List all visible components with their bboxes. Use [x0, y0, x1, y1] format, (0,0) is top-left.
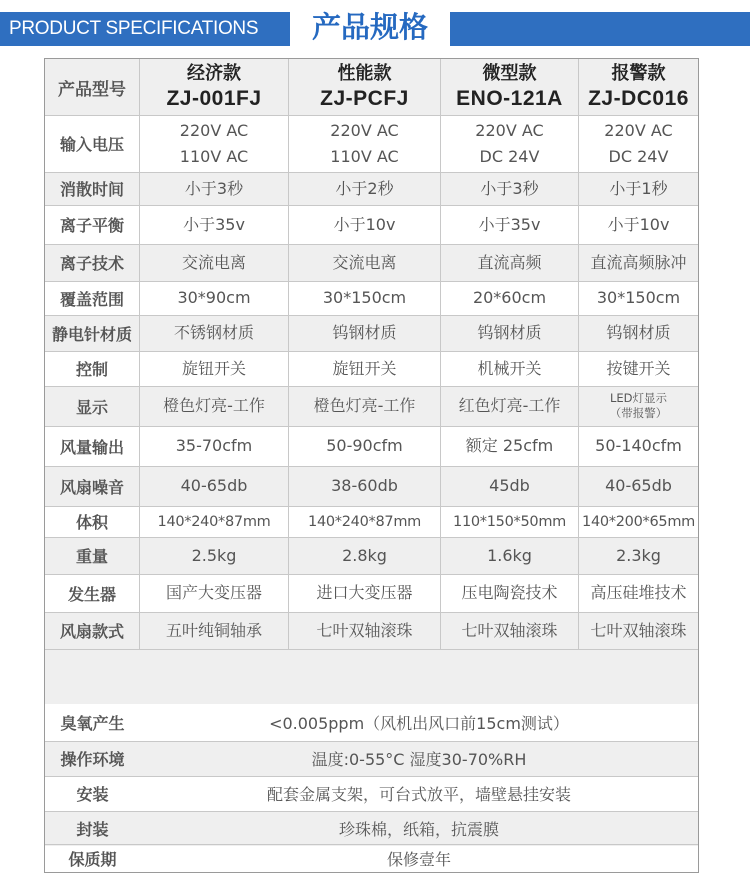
spec-value-cell: [579, 351, 698, 386]
spec-value-cell: [140, 612, 289, 649]
spec-value: 40-65db: [605, 476, 672, 495]
spec-value-cell: [289, 315, 441, 351]
spec-label: 离子平衡: [59, 216, 124, 235]
row-divider: [45, 844, 698, 845]
spec-value: LED灯显示: [609, 391, 668, 405]
spec-label-cell: [45, 244, 140, 281]
spec-row: [45, 315, 698, 351]
spec-value: 140*200*65mm: [582, 513, 695, 530]
row-divider: [45, 811, 698, 812]
span-label-cell: [45, 811, 140, 846]
spec-value-cell: [441, 172, 579, 205]
spec-value-cell: [140, 537, 289, 574]
spec-label-cell: [45, 574, 140, 612]
product-model: ENO-121A: [456, 87, 563, 110]
spec-value-cell: [441, 386, 579, 426]
spec-value-cell: [441, 281, 579, 315]
row-divider: [45, 244, 698, 245]
span-label-cell: [45, 704, 140, 741]
spec-value: DC 24V: [479, 146, 540, 166]
spec-value-cell: [441, 244, 579, 281]
spec-value: 钨钢材质: [477, 323, 542, 342]
row-divider: [45, 115, 698, 116]
product-model: ZJ-DC016: [588, 87, 689, 110]
spec-value: 小于1秒: [609, 178, 668, 198]
spec-label-cell: [45, 172, 140, 205]
spec-value-cell: [441, 351, 579, 386]
span-row: [45, 811, 698, 846]
spec-value: 220V AC: [179, 120, 249, 140]
spec-value-cell: [441, 537, 579, 574]
spec-label: 重量: [75, 547, 108, 566]
spec-value: 220V AC: [330, 120, 399, 140]
spec-value: 2.8kg: [342, 545, 387, 565]
spec-row: [45, 205, 698, 244]
spec-value: 七叶双轴滚珠: [316, 620, 413, 640]
spec-label-cell: [45, 506, 140, 537]
spec-value-cell: [441, 115, 579, 172]
spec-value-cell: [289, 115, 441, 172]
spec-value: 按键开关: [606, 358, 671, 378]
spec-value: 小于3秒: [184, 178, 244, 198]
spec-value-cell: [289, 466, 441, 506]
spec-value: DC 24V: [608, 146, 669, 166]
spec-label: 体积: [75, 513, 108, 532]
spec-value-cell: [140, 426, 289, 466]
spec-label: 显示: [75, 397, 108, 417]
spec-value: 钨钢材质: [606, 323, 671, 342]
model-label: 产品型号: [58, 79, 126, 100]
spec-label-cell: [45, 537, 140, 574]
spec-value: 140*240*87mm: [157, 513, 271, 530]
spec-label: 风扇噪音: [59, 477, 124, 497]
spec-value: 45db: [489, 476, 530, 495]
spec-label-cell: [45, 115, 140, 172]
row-divider: [45, 537, 698, 538]
spec-value-cell: [579, 205, 698, 244]
row-divider: [45, 649, 698, 650]
spec-value: 小于10v: [607, 214, 670, 234]
row-divider: [45, 506, 698, 507]
span-row: [45, 776, 698, 811]
spec-row: [45, 351, 698, 386]
spec-value: 220V AC: [475, 120, 544, 140]
spec-value: 进口大变压器: [316, 583, 413, 602]
spec-value: 40-65db: [180, 476, 248, 495]
row-divider: [45, 612, 698, 613]
spec-value-cell: [140, 506, 289, 537]
row-divider: [45, 172, 698, 173]
spec-value-cell: [579, 244, 698, 281]
spec-value-cell: [289, 506, 441, 537]
product-name: 微型款: [482, 63, 537, 84]
spec-value-cell: [441, 506, 579, 537]
spec-value: 压电陶瓷技术: [461, 583, 558, 602]
span-label-cell: [45, 741, 140, 776]
spec-value: 额定 25cfm: [465, 436, 554, 455]
spec-table: [44, 58, 699, 873]
spec-row: [45, 172, 698, 205]
spec-value-cell: [579, 426, 698, 466]
span-label-cell: [45, 776, 140, 811]
spec-value: 110*150*50mm: [453, 513, 566, 530]
spec-value-cell: [289, 537, 441, 574]
spec-value: 小于2秒: [335, 178, 394, 198]
spec-value: 小于10v: [333, 214, 396, 234]
spec-label-cell: [45, 466, 140, 506]
span-label: 封装: [76, 820, 109, 839]
spec-value-cell: [289, 386, 441, 426]
span-value: <0.005ppm（风机出风口前15cm测试）: [269, 714, 569, 733]
spec-label: 风量输出: [59, 437, 124, 457]
spec-value-cell: [579, 281, 698, 315]
row-divider: [45, 776, 698, 777]
spec-value: 小于35v: [478, 214, 541, 234]
spec-value: 小于35v: [183, 214, 245, 234]
spec-value-cell: [441, 315, 579, 351]
spec-row: [45, 574, 698, 612]
spec-value: 直流高频: [477, 252, 542, 272]
spec-value: 110V AC: [179, 146, 249, 166]
spec-value-cell: [140, 315, 289, 351]
spec-value-cell: [140, 466, 289, 506]
spec-value: 50-90cfm: [326, 436, 403, 455]
spec-value: 2.5kg: [191, 545, 237, 565]
spec-value: 高压硅堆技术: [590, 583, 687, 602]
product-header-cell: [140, 59, 289, 115]
product-model: ZJ-001FJ: [166, 87, 262, 110]
spec-label: 离子技术: [59, 254, 124, 273]
spec-value: 220V AC: [604, 120, 673, 140]
spec-value: 110V AC: [330, 146, 399, 166]
spec-label: 静电针材质: [51, 324, 132, 344]
spec-value: 橙色灯亮-工作: [313, 396, 416, 415]
spec-row: [45, 466, 698, 506]
spec-value: 交流电离: [332, 252, 397, 272]
spec-label: 发生器: [67, 584, 116, 604]
span-label-cell: [45, 844, 140, 872]
spec-label: 风扇款式: [59, 622, 124, 641]
row-divider: [45, 574, 698, 575]
spec-value-cell: [289, 172, 441, 205]
row-divider: [45, 281, 698, 282]
spec-value-cell: [140, 205, 289, 244]
spec-value-cell: [579, 386, 698, 426]
product-header-cell: [579, 59, 698, 115]
spacer-row-fill: [45, 649, 698, 704]
row-divider: [45, 466, 698, 467]
spec-value: 五叶纯铜轴承: [165, 620, 262, 640]
span-label: 保质期: [68, 849, 117, 869]
spec-value-cell: [441, 612, 579, 649]
spec-value: 旋钮开关: [332, 358, 397, 378]
spec-value: 30*150cm: [322, 288, 407, 307]
spec-label: 控制: [75, 360, 108, 379]
spec-value-cell: [441, 466, 579, 506]
spec-value-cell: [140, 281, 289, 315]
spec-value: 1.6kg: [487, 545, 532, 565]
spec-value: 钨钢材质: [332, 323, 397, 342]
spec-value-cell: [289, 205, 441, 244]
spec-value-cell: [441, 426, 579, 466]
spec-value-cell: [579, 315, 698, 351]
spec-value-cell: [289, 612, 441, 649]
spec-row: [45, 506, 698, 537]
spec-label: 消散时间: [59, 180, 124, 199]
spec-label-cell: [45, 351, 140, 386]
row-divider: [45, 351, 698, 352]
spec-label: 覆盖范围: [59, 289, 124, 309]
spec-value: 国产大变压器: [165, 583, 262, 602]
spec-value: 30*150cm: [596, 288, 681, 307]
spec-row: [45, 386, 698, 426]
span-row: [45, 741, 698, 776]
spec-value: 七叶双轴滚珠: [461, 620, 558, 640]
spec-value-cell: [140, 351, 289, 386]
spec-value: 交流电离: [181, 252, 246, 272]
spec-row: [45, 244, 698, 281]
spec-value: 20*60cm: [472, 288, 547, 307]
spec-value-cell: [289, 244, 441, 281]
spec-value-cell: [140, 172, 289, 205]
row-divider: [45, 386, 698, 387]
spec-value-cell: [441, 574, 579, 612]
spec-row: [45, 281, 698, 315]
spec-value: 小于3秒: [480, 178, 539, 198]
spec-value: 35-70cfm: [175, 436, 253, 455]
spec-value: 不锈钢材质: [173, 323, 254, 342]
row-divider: [45, 741, 698, 742]
spec-value-cell: [140, 574, 289, 612]
span-label: 臭氧产生: [60, 714, 125, 733]
span-row: [45, 704, 698, 741]
spec-label-cell: [45, 281, 140, 315]
span-value: 配套金属支架，可台式放平，墙壁悬挂安装: [266, 785, 571, 804]
spec-row: [45, 612, 698, 649]
span-row: [45, 844, 698, 872]
spec-label-cell: [45, 205, 140, 244]
row-divider: [45, 315, 698, 316]
spec-label-cell: [45, 386, 140, 426]
spec-value: 直流高频脉冲: [590, 252, 687, 272]
product-name: 经济款: [187, 63, 241, 84]
spec-value-cell: [289, 574, 441, 612]
header-title-en: PRODUCT SPECIFICATIONS: [9, 18, 259, 39]
span-value: 保修壹年: [386, 849, 451, 869]
spec-value: 红色灯亮-工作: [458, 396, 561, 415]
spec-value-cell: [140, 244, 289, 281]
product-name: 性能款: [337, 63, 392, 84]
spec-value-cell: [289, 351, 441, 386]
spec-row: [45, 426, 698, 466]
spec-value-cell: [579, 506, 698, 537]
spec-value-cell: [579, 115, 698, 172]
row-divider: [45, 205, 698, 206]
spec-value: 50-140cfm: [595, 436, 682, 455]
product-name: 报警款: [611, 63, 666, 84]
spec-value: 机械开关: [477, 358, 542, 378]
page-header: [0, 0, 750, 56]
spec-value: 38-60db: [331, 476, 398, 495]
span-label: 操作环境: [60, 750, 125, 769]
spec-label-cell: [45, 612, 140, 649]
spec-value: 橙色灯亮-工作: [163, 396, 265, 415]
product-header-cell: [289, 59, 441, 115]
span-value: 温度:0-55°C 湿度30-70%RH: [311, 750, 527, 769]
product-model: ZJ-PCFJ: [320, 87, 409, 110]
spec-value-cell: [579, 612, 698, 649]
spec-value: 旋钮开关: [181, 358, 246, 378]
model-label-cell: [45, 59, 140, 115]
table-header-row: [45, 59, 698, 115]
spec-value-cell: [140, 115, 289, 172]
spec-value-cell: [579, 466, 698, 506]
spec-label: 输入电压: [59, 135, 124, 154]
spec-value-cell: [289, 426, 441, 466]
spec-row: [45, 115, 698, 172]
spec-value: 140*240*87mm: [308, 513, 421, 530]
row-divider: [45, 426, 698, 427]
spec-value: 七叶双轴滚珠: [590, 620, 687, 640]
spec-value: 30*90cm: [177, 288, 251, 307]
header-title-cn: 产品规格: [290, 2, 450, 52]
spec-value: 2.3kg: [616, 545, 661, 565]
product-header-cell: [441, 59, 579, 115]
spec-value-cell: [579, 172, 698, 205]
spec-value-cell: [579, 574, 698, 612]
spec-value: （带报警）: [609, 406, 668, 420]
spec-value-cell: [289, 281, 441, 315]
spec-label-cell: [45, 426, 140, 466]
span-value: 珍珠棉，纸箱，抗震膜: [338, 820, 499, 839]
spec-value-cell: [441, 205, 579, 244]
spec-label-cell: [45, 315, 140, 351]
spec-value-cell: [140, 386, 289, 426]
spec-row: [45, 537, 698, 574]
span-label: 安装: [76, 785, 109, 804]
spec-value-cell: [579, 537, 698, 574]
